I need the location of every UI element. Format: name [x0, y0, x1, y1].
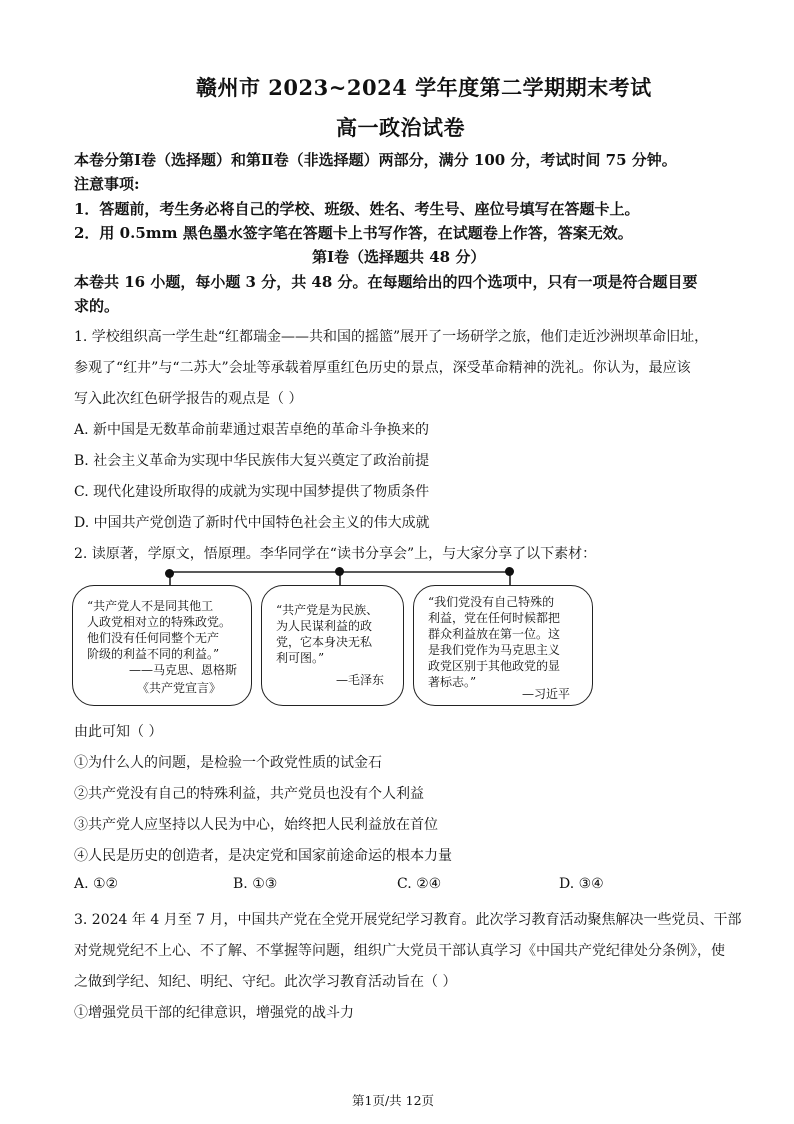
q1-option-a: A. 新中国是无数革命前辈通过艰苦卓绝的革命斗争换来的	[74, 422, 430, 438]
notice-item-2: 2．用 0.5mm 黑色墨水签字笔在答题卡上书写作答，在试题卷上作答，答案无效。	[74, 224, 633, 242]
exam-title: 赣州市 2023~2024 学年度第二学期期末考试	[196, 75, 652, 100]
q2-statement-4: ④人民是历史的创造者，是决定党和国家前途命运的根本力量	[74, 848, 452, 864]
q1-stem-line-3: 写入此次红色研学报告的观点是（ ）	[74, 391, 303, 407]
q3-statement-1: ①增强党员干部的纪律意识，增强党的战斗力	[74, 1005, 354, 1021]
q2-option-d: D. ③④	[559, 876, 604, 892]
q2-statement-1: ①为什么人的问题，是检验一个政党性质的试金石	[74, 755, 382, 771]
quote-bubble-marx-engels	[72, 585, 252, 706]
q3-stem-line-2: 对党规党纪不上心、不了解、不掌握等问题，组织广大党员干部认真学习《中国共产党纪律处分条例》，使	[74, 943, 725, 959]
q2-option-b: B. ①③	[233, 876, 278, 892]
exam-intro: 本卷分第Ⅰ卷（选择题）和第Ⅱ卷（非选择题）两部分，满分 100 分，考试时间 75 分钟。	[74, 151, 677, 169]
q1-stem-line-2: 参观了“红井”与“二苏大”会址等承载着厚重红色历史的景点，深受革命精神的洗礼。你认为，最应该	[74, 360, 691, 376]
q1-stem-line-1: 1. 学校组织高一学生赴“红都瑞金——共和国的摇篮”展开了一场研学之旅，他们走近沙洲坝革命旧址，	[74, 329, 709, 345]
quote-line: 他们没有任何同整个无产	[87, 631, 220, 645]
q2-conclusion: 由此可知（ ）	[74, 724, 163, 740]
quote-line: 利可图。”	[276, 651, 325, 665]
quote-line: “我们党没有自己特殊的	[428, 595, 555, 609]
connector-dot-3	[505, 567, 514, 576]
quote-line: 著标志。”	[428, 675, 477, 689]
quote-line: “共产党人不是同其他工	[87, 599, 214, 613]
notice-item-1: 1．答题前，考生务必将自己的学校、班级、姓名、考生号、座位号填写在答题卡上。	[74, 200, 640, 218]
quote-line: 政党区别于其他政党的显	[428, 659, 561, 673]
exam-subtitle: 高一政治试卷	[336, 115, 465, 140]
connector-dot-1	[165, 569, 174, 578]
q1-option-b: B. 社会主义革命为实现中华民族伟大复兴奠定了政治前提	[74, 453, 430, 469]
quote-line: “共产党是为民族、	[276, 603, 379, 617]
q2-statement-2: ②共产党没有自己的特殊利益，共产党员也没有个人利益	[74, 786, 424, 802]
q2-stem: 2. 读原著，学原文，悟原理。李华同学在“读书分享会”上，与大家分享了以下素材：	[74, 546, 597, 562]
section-desc-line-2: 求的。	[74, 297, 120, 315]
quote-line: 为人民谋利益的政	[276, 619, 373, 633]
q3-stem-line-1: 3. 2024 年 4 月至 7 月，中国共产党在全党开展党纪学习教育。此次学习教育活动聚焦解决一些党员、干部	[74, 912, 742, 928]
quote-line: 利益，党在任何时候都把	[428, 611, 561, 625]
quote-source: —习近平	[522, 687, 571, 701]
q2-option-a: A. ①②	[74, 876, 119, 892]
quote-line: 党，它本身决无私	[276, 635, 373, 649]
q1-option-c: C. 现代化建设所取得的成就为实现中国梦提供了物质条件	[74, 484, 430, 500]
quote-line: 阶级的利益不同的利益。”	[87, 647, 220, 661]
quote-source: —毛泽东	[336, 673, 385, 687]
quote-bubble-xi	[413, 585, 593, 706]
quote-source: ——马克思、恩格斯	[129, 663, 238, 677]
section-desc-line-1: 本卷共 16 小题，每小题 3 分，共 48 分。在每题给出的四个选项中，只有一项是符合题目要	[74, 273, 698, 291]
quote-line: 是我们党作为马克思主义	[428, 643, 561, 657]
q2-statement-3: ③共产党人应坚持以人民为中心，始终把人民利益放在首位	[74, 817, 438, 833]
notice-label: 注意事项:	[74, 175, 140, 193]
quote-source-book: 《共产党宣言》	[137, 681, 222, 695]
q2-option-c: C. ②④	[397, 876, 442, 892]
connector-dot-2	[335, 567, 344, 576]
q3-stem-line-3: 之做到学纪、知纪、明纪、守纪。此次学习教育活动旨在（ ）	[74, 974, 457, 990]
page-number: 第1页/共 12页	[352, 1093, 435, 1108]
quote-line: 群众利益放在第一位。这	[428, 627, 561, 641]
section-heading: 第Ⅰ卷（选择题共 48 分）	[312, 248, 486, 266]
q1-option-d: D. 中国共产党创造了新时代中国特色社会主义的伟大成就	[74, 515, 430, 531]
quote-bubble-mao	[261, 585, 404, 706]
quote-line: 人政党相对立的特殊政党。	[87, 615, 232, 629]
